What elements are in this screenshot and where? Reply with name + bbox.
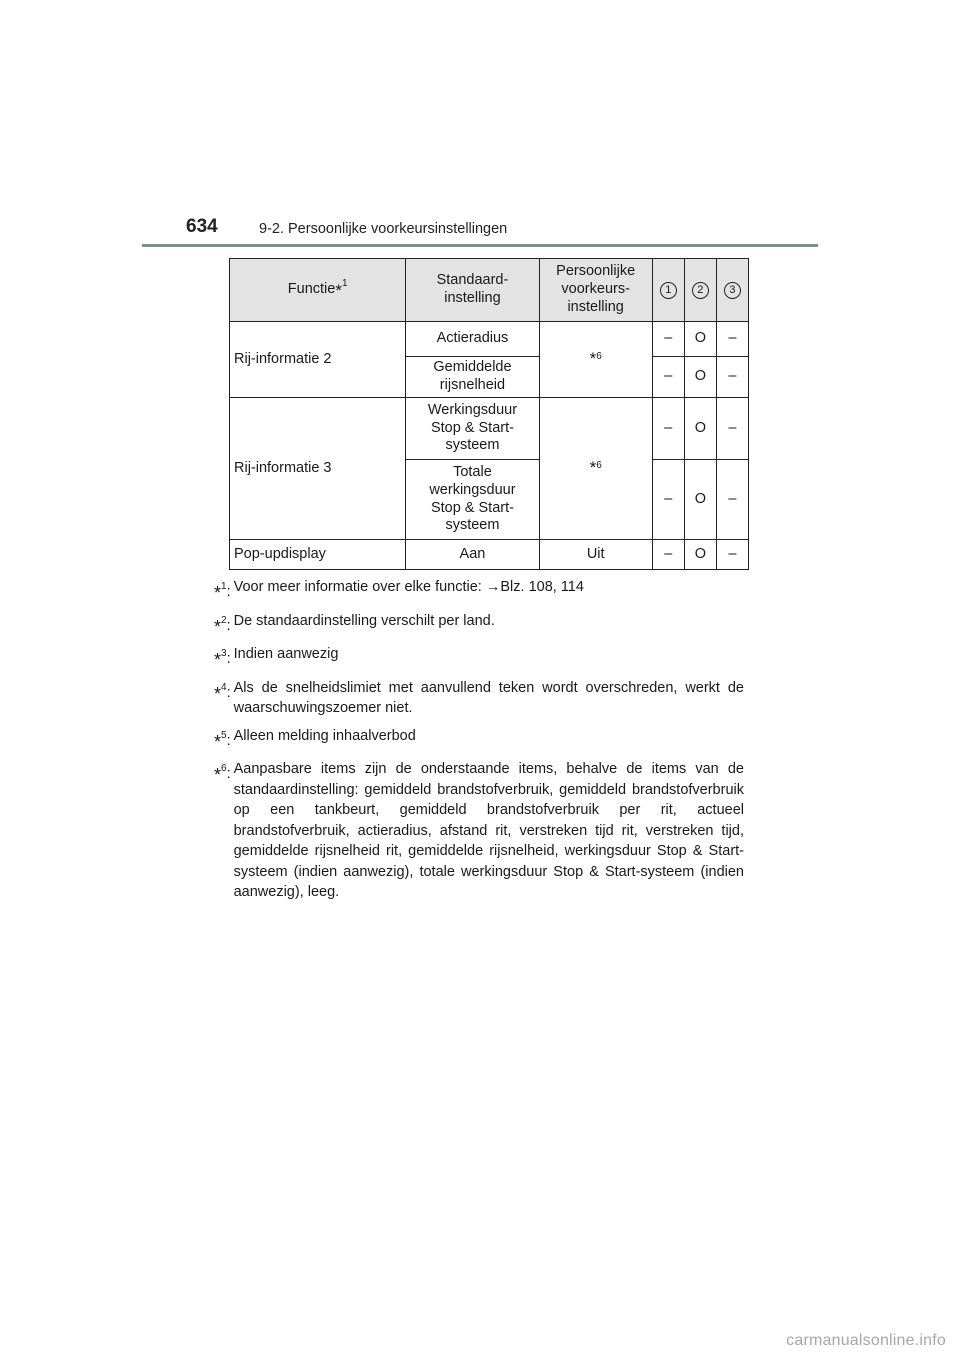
method-cell: –: [652, 540, 684, 570]
footnote-number: 6: [221, 763, 227, 774]
asterisk-icon: *: [335, 281, 342, 301]
asterisk-icon: *: [214, 583, 222, 603]
header-personal-label: Persoonlijke voorkeurs-instelling: [556, 263, 636, 315]
footnote-number: 2: [221, 614, 227, 626]
footnote: [214, 611, 744, 638]
footnote-text: Voor meer informatie over elke functie: →Blz. 108, 114: [233, 579, 584, 595]
default-cell-text: Gemiddelde rijsnelheid: [433, 359, 512, 393]
personal-cell: Uit: [539, 540, 652, 570]
function-cell: Rij-informatie 2: [230, 322, 406, 398]
header-function-label: Functie: [287, 281, 336, 298]
function-cell: Pop-updisplay: [230, 540, 406, 570]
method-cell: O: [684, 322, 716, 357]
method-cell: O: [684, 357, 716, 398]
footnote-marker: *$^1$:: [214, 581, 231, 603]
method-cell: –: [716, 398, 748, 460]
asterisk-icon: *: [214, 765, 222, 785]
table-row: [230, 398, 749, 460]
asterisk-icon: *: [214, 616, 222, 637]
asterisk-icon: *: [214, 683, 222, 704]
watermark: carmanualsonline.info: [786, 1332, 946, 1349]
default-cell: [406, 357, 539, 398]
footnote: [214, 726, 744, 753]
asterisk-icon: *: [589, 349, 597, 369]
footnote-number: 4: [221, 681, 227, 693]
default-cell: [406, 460, 539, 540]
table-header-row: [230, 259, 749, 322]
footnote-number: 5: [221, 729, 227, 741]
asterisk-icon: *: [589, 458, 597, 478]
section-title: 9-2. Persoonlijke voorkeursinstellingen: [259, 221, 508, 237]
method-cell: –: [652, 357, 684, 398]
asterisk-icon: *: [214, 650, 222, 670]
header-rule: [142, 244, 818, 247]
personal-cell: [539, 322, 652, 398]
footnote-text: Indien aanwezig: [233, 646, 339, 662]
footnotes: [214, 577, 744, 910]
page-number: 634: [186, 216, 218, 237]
method-cell: –: [652, 398, 684, 460]
function-cell: Rij-informatie 3: [230, 398, 406, 540]
method-cell: –: [716, 357, 748, 398]
footnote-marker: *$^6$:: [214, 763, 231, 785]
default-cell-text: Werkingsduur Stop & Start-systeem: [427, 401, 518, 454]
method-cell: –: [652, 460, 684, 540]
footnote-text: Aanpasbare items zijn de onderstaande items, behalve de items van de standaardinstelling: gemiddeld brandstofverbruik, gemiddeld brandstofverbruik op een tankbeurt, gemiddeld brandstofverbruik per rit, actueel brandstofverbruik, actieradius, afstand rit, verstreken tijd rit, verstreken tijd, gemiddelde rijsnelheid rit, gemiddelde rijsnelheid, werkingsduur Stop & Start-systeem (indien aanwezig), totale werkingsduur Stop & Start-systeem (indien aanwezig), leeg.: [233, 761, 744, 900]
footnote-text: Als de snelheidslimiet met aanvullend teken wordt overschreden, werkt de waarschuwingszoemer niet.: [233, 679, 744, 716]
footnote-number: 1: [221, 581, 227, 592]
settings-table: [229, 258, 749, 570]
header-personal: [539, 259, 652, 322]
header-default: [406, 259, 539, 322]
footnote: [214, 577, 744, 604]
method-cell: –: [652, 322, 684, 357]
default-cell: Actieradius: [406, 322, 539, 357]
header-method-1: [652, 259, 684, 322]
method-cell: –: [716, 540, 748, 570]
method-cell: –: [716, 460, 748, 540]
header-function-note: 1: [341, 278, 348, 290]
footnote: [214, 759, 744, 903]
method-cell: –: [716, 322, 748, 357]
footnote: [214, 678, 744, 719]
footnote: [214, 644, 744, 671]
table-row: [230, 322, 749, 357]
header-default-label: Standaard-instelling: [436, 272, 509, 306]
personal-note: 6: [596, 351, 602, 363]
circled-number-2-icon: 2: [692, 282, 709, 299]
circled-number-3-icon: 3: [724, 282, 741, 299]
method-cell: O: [684, 398, 716, 460]
footnote-marker: *$^4$:: [214, 681, 231, 704]
method-cell: O: [684, 460, 716, 540]
footnote-number: 3: [221, 648, 227, 659]
header-method-2: [684, 259, 716, 322]
table-row: [230, 540, 749, 570]
footnote-text: Alleen melding inhaalverbod: [233, 727, 416, 744]
footnote-marker: *$^5$:: [214, 729, 231, 752]
footnote-text: De standaardinstelling verschilt per land.: [233, 612, 495, 629]
footnote-marker: *$^2$:: [214, 614, 231, 637]
asterisk-icon: *: [214, 731, 222, 752]
default-cell: [406, 398, 539, 460]
method-cell: O: [684, 540, 716, 570]
default-cell: Aan: [406, 540, 539, 570]
header-function: [230, 259, 406, 322]
personal-note: 6: [596, 460, 602, 472]
default-cell-text: Totale werkingsduur Stop & Start-systeem: [429, 464, 516, 534]
circled-number-1-icon: 1: [660, 282, 677, 299]
personal-cell: [539, 398, 652, 540]
footnote-marker: *$^3$:: [214, 648, 231, 670]
header-method-3: [716, 259, 748, 322]
